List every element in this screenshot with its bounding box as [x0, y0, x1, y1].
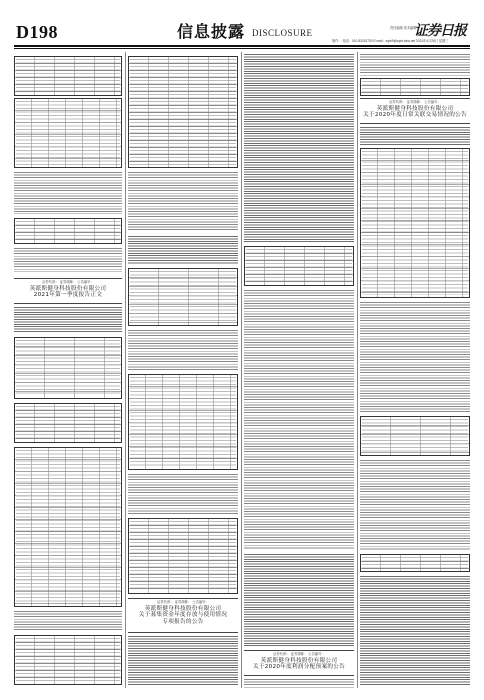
page-body [14, 52, 470, 688]
headline-section-label: 证券代码： 证券简称： 公告编号： [273, 652, 325, 656]
headline-q1-report [14, 281, 122, 299]
text-block [244, 290, 354, 550]
headline-section-label: 证券代码： 证券简称： 公告编号： [42, 280, 94, 284]
data-table [244, 246, 354, 286]
text-block [244, 554, 354, 646]
headline-section-label: 证券代码： 证券简称： 公告编号： [157, 600, 209, 604]
data-table [360, 78, 470, 96]
headline-rule [360, 98, 470, 99]
text-block [360, 576, 470, 686]
column-4 [360, 52, 470, 688]
text-block [244, 679, 354, 688]
data-table [14, 403, 122, 443]
data-table [360, 416, 470, 456]
column-3 [244, 52, 354, 688]
headline-title: 关于2020年度日常关联交易情况的公告 [363, 112, 467, 119]
headline-profit-distribution [244, 653, 354, 671]
headline-rule [128, 598, 238, 599]
text-block [128, 474, 238, 514]
text-block [128, 330, 238, 370]
data-table [14, 218, 122, 244]
text-block [360, 54, 470, 76]
newspaper-brand: 证券日报 [414, 23, 466, 39]
contact-line: 制作： 电话：010-83251730 E-mail：zqrb9@zqrb.sina.net 2021年4月28日 星期三 [332, 39, 449, 43]
headline-rule [14, 278, 122, 279]
headline-rule [128, 632, 238, 633]
text-block [244, 54, 354, 242]
headline-title-2: 专项报告的公告 [162, 618, 204, 625]
editor-line: 责任编辑 美术编辑 [390, 26, 417, 30]
data-table [128, 56, 238, 168]
headline-section-label: 证券代码： 证券简称： 公告编号： [389, 100, 441, 104]
data-table [128, 518, 238, 594]
text-block [360, 302, 470, 412]
column-separator [241, 52, 242, 688]
column-2 [128, 52, 238, 688]
headline-title: 关于2020年度利润分配预案的公告 [252, 664, 346, 671]
data-table [360, 148, 470, 298]
data-table [14, 56, 122, 96]
text-block [360, 127, 470, 145]
column-1 [14, 52, 122, 688]
text-block [360, 460, 470, 550]
text-block [14, 172, 122, 214]
text-block [14, 248, 122, 272]
masthead-rule [14, 45, 470, 47]
headline-company: 英派斯健身科技股份有限公司 [144, 605, 222, 612]
headline-company: 英派斯健身科技股份有限公司 [29, 285, 107, 292]
section-title-en: DISCLOSURE [252, 28, 313, 38]
headline-fund-usage [128, 601, 238, 625]
headline-title: 关于募集资金年度存放与使用情况 [138, 612, 228, 619]
column-separator [357, 52, 358, 688]
data-table [14, 635, 122, 685]
headline-company: 英派斯健身科技股份有限公司 [376, 105, 454, 112]
text-block [14, 611, 122, 631]
text-block [128, 636, 238, 686]
headline-company: 英派斯健身科技股份有限公司 [260, 657, 338, 664]
text-block [128, 172, 238, 232]
masthead [14, 22, 470, 44]
data-table [360, 554, 470, 572]
data-table [14, 447, 122, 607]
data-table [14, 98, 122, 168]
masthead-rule-thin [14, 48, 470, 49]
data-table [128, 374, 238, 470]
data-table [14, 337, 122, 399]
headline-rule [14, 303, 122, 304]
headline-title: 2021年第一季度报告正文 [33, 292, 103, 299]
headline-rule [244, 675, 354, 676]
section-title: 信息披露 [177, 22, 246, 41]
text-block [14, 307, 122, 333]
headline-related-transactions [360, 101, 470, 119]
column-separator [125, 52, 126, 688]
data-table [128, 268, 238, 326]
text-block [128, 236, 238, 264]
page-number: D198 [16, 22, 58, 42]
headline-rule [244, 650, 354, 651]
headline-rule [360, 123, 470, 124]
